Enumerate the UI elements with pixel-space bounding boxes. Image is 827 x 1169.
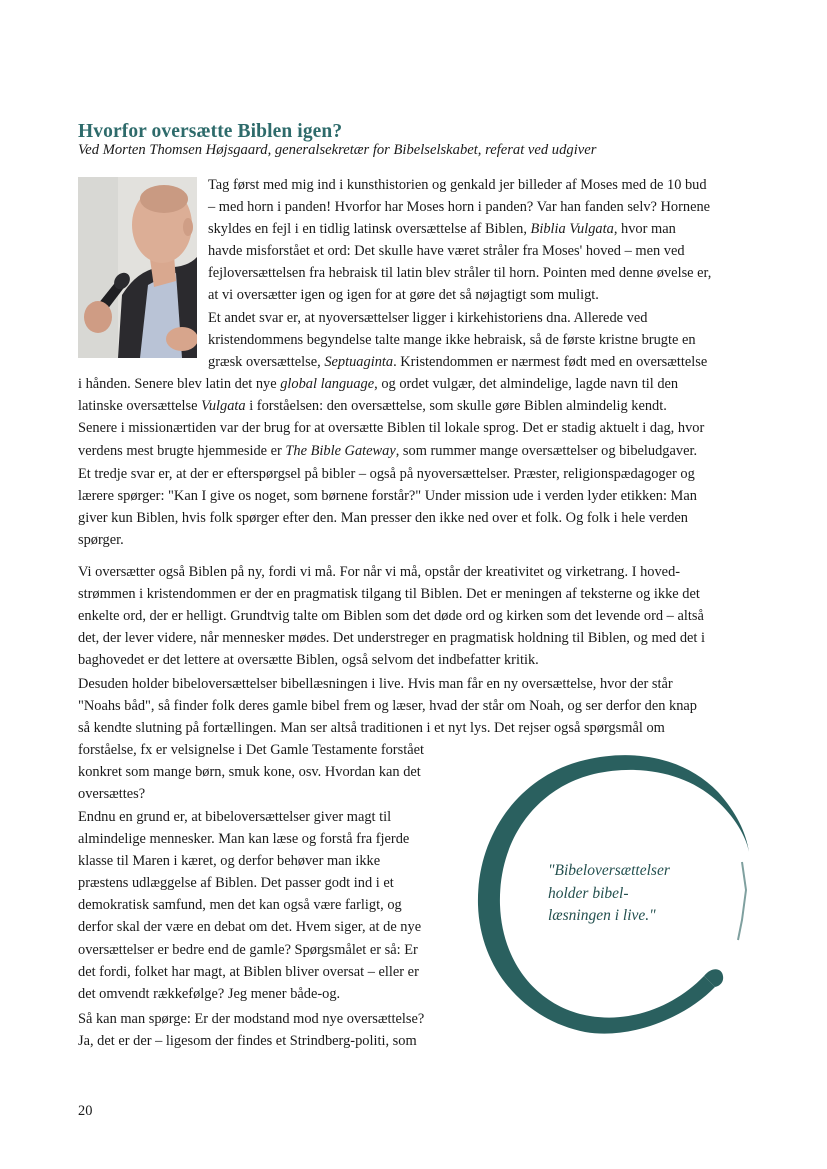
text-line: konkret som mange børn, smuk kone, osv. Hvordan kan det (78, 764, 421, 781)
text-line: giver kun Biblen, hvis folk spørger efter den. Man presser den ikke ned over et folk. Og folk i hele verden (78, 510, 688, 527)
text-line: derfor skal der være en debat om det. Hvem siger, at de nye (78, 919, 422, 936)
text-line: baghovedet er det lettere at oversætte Biblen, også selvom det indbefatter kritik. (78, 652, 539, 669)
text-line: Endnu en grund er, at bibeloversættelser giver magt til (78, 809, 392, 825)
text-line: lærere spørger: "Kan I give os noget, som børnene forstår?" Under mission ude i verden lyder etikken: Man (78, 488, 697, 505)
text-line: så kendte slutning på fortællingen. Man ser altså traditionen i et nyt lys. Det rejser også spørgsmål om (78, 720, 665, 737)
text-segment: i forståelsen: den oversættelse, som skulle gøre Biblen almindelig kendt. (245, 398, 667, 415)
text-segment: latinske oversættelse (78, 398, 202, 415)
italic-title: The Bible Gateway (285, 442, 396, 459)
text-line: havde misforstået et ord: Det skulle have været stråler fra Moses' hoved – men ved (208, 243, 685, 260)
article-title: Hvorfor oversætte Biblen igen? (78, 121, 343, 142)
text-line: demokratisk samfund, men det kan også være farligt, og (78, 897, 402, 914)
text-line: almindelige mennesker. Man kan læse og forstå fra fjerde (78, 831, 410, 848)
paragraph-1 (78, 174, 746, 307)
text-line: det omvendt rækkefølge? Jeg mener både-og. (78, 985, 341, 1002)
text-segment: . Kristendommen er nærmest født med en oversættelse (393, 354, 708, 371)
pull-quote-line: "Bibeloversættelser (548, 862, 670, 879)
italic-title: Vulgata (201, 398, 246, 415)
text-line: at vi oversætter igen og igen for at gøre det så nøjagtigt som muligt. (208, 287, 599, 304)
text-line: Vi oversætter også Biblen på ny, fordi vi må. For når vi må, opstår der kreativitet og virketrang. I hoved- (78, 564, 681, 580)
text-line (78, 395, 746, 417)
text-line: det fordi, folket har magt, at Biblen bliver oversat – eller er (78, 963, 419, 980)
paragraph-3 (78, 463, 746, 551)
text-line: Ja, det er der – ligesom der findes et Strindberg-politi, som (78, 1033, 417, 1050)
text-line (78, 351, 746, 373)
paragraph-6 (78, 806, 458, 1005)
text-segment: skyldes en fejl i en tidlig latinsk oversættelse af Biblen, (208, 221, 531, 238)
italic-title: Biblia Vulgata (530, 221, 614, 238)
text-line: Tag først med mig ind i kunsthistorien og genkald jer billeder af Moses med de 10 bud (208, 177, 707, 193)
paragraph-7 (78, 1008, 458, 1052)
text-segment: , hvor man (613, 221, 676, 238)
text-line: "Noahs båd", så finder folk deres gamle bibel frem og læser, hvad der står om Noah, og ser derfor den knap (78, 698, 697, 715)
paragraph-2 (78, 307, 746, 462)
text-segment: græsk oversættelse, (208, 354, 325, 371)
paragraph-4 (78, 561, 746, 671)
text-segment: verdens mest brugte hjemmeside er (78, 442, 286, 459)
pull-quote (548, 860, 670, 928)
text-line: klasse til Maren i kæret, og derfor behøver man ikke (78, 853, 381, 870)
pull-quote-line: holder bibel- (548, 884, 629, 902)
text-line: det, der lever videre, når mennesker mødes. Det understreger en pragmatisk holdning til Biblen, og med det i (78, 630, 706, 647)
text-line: enkelte ord, der er helligt. Grundtvig talte om Biblen som det døde ord og kirken som det levende ord – altså (78, 608, 704, 625)
text-line: Et andet svar er, at nyoversættelser ligger i kirkehistoriens dna. Allerede ved (208, 310, 648, 326)
text-line: forståelse, fx er velsignelse i Det Gamle Testamente forstået (78, 742, 424, 759)
italic-term: global language (280, 376, 375, 393)
text-line: Desuden holder bibeloversættelser bibellæsningen i live. Hvis man får en ny oversættelse, hvor der står (78, 676, 673, 692)
text-line (78, 440, 746, 462)
text-line: spørger. (78, 532, 124, 549)
text-line: kristendommens begyndelse talte mange ikke hebraisk, så de første kristne brugte en (208, 332, 696, 349)
text-line: Så kan man spørge: Er der modstand mod nye oversættelse? (78, 1011, 425, 1027)
text-line: fejloversættelsen fra hebraisk til latin blev stråler til horn. Pointen med denne øvelse er, (208, 265, 712, 282)
article-byline: Ved Morten Thomsen Højsgaard, generalsekretær for Bibelselskabet, referat ved udgiver (78, 142, 597, 158)
text-line: Senere i missionærtiden var der brug for at oversætte Biblen til lokale sprog. Det er stadig aktuelt i dag, hvor (78, 420, 705, 437)
text-line: strømmen i kristendommen er der en pragmatisk tilgang til Biblen. Det er meningen af teksterne og ikke det (78, 586, 700, 603)
text-line: – med horn i panden! Hvorfor har Moses horn i panden? Var han fanden selv? Hornene (208, 199, 711, 216)
text-line (78, 218, 746, 240)
text-line: oversættelser er bedre end de gamle? Spørgsmålet er så: Er (78, 941, 418, 958)
page-number: 20 (78, 1103, 93, 1119)
text-segment: , som rummer mange oversættelser og bibeludgaver. (395, 442, 698, 459)
text-segment: , og ordet vulgær, det almindelige, lagde navn til den (374, 376, 679, 393)
text-line: præstens udlæggelse af Biblen. Det passer godt ind i et (78, 875, 394, 892)
pull-quote-line: læsningen i live." (548, 907, 656, 924)
text-line (78, 373, 746, 395)
text-line: Et tredje svar er, at der er efterspørgsel på bibler – også på nyoversættelser. Præster, religionspædagoger og (78, 466, 695, 482)
italic-title: Septuaginta (324, 354, 394, 371)
text-line: oversættes? (78, 786, 146, 803)
text-segment: i hånden. Senere blev latin det nye (78, 376, 281, 393)
